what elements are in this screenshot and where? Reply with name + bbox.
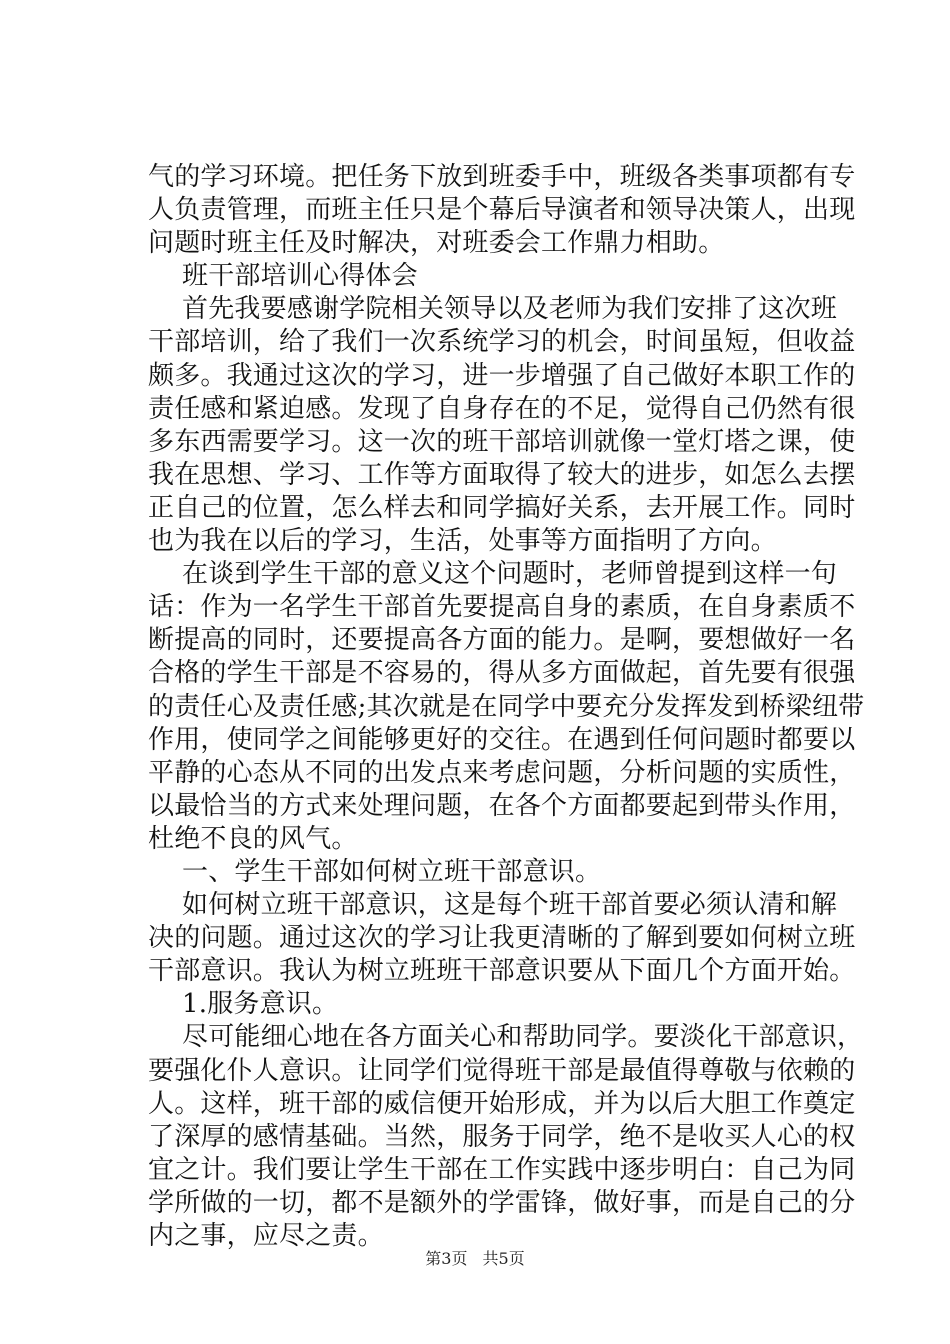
text-line: 如何树立班干部意识，这是每个班干部首要必须认清和解	[182, 890, 838, 921]
page-footer	[0, 1249, 950, 1269]
text-line: 学所做的一切，都不是额外的学雷锋，做好事，而是自己的分	[148, 1187, 856, 1218]
document-body	[148, 161, 865, 1253]
text-line: 了深厚的感情基础。当然，服务于同学，绝不是收买人心的权	[148, 1121, 856, 1152]
page-number: 第3页	[425, 1249, 468, 1268]
section-title: 班干部培训心得体会	[182, 261, 418, 292]
text-line: 宜之计。我们要让学生干部在工作实践中逐步明白：自己为同	[148, 1154, 856, 1185]
text-line: 合格的学生干部是不容易的，得从多方面做起，首先要有很强	[148, 658, 856, 689]
text-line: 平静的心态从不同的出发点来考虑问题，分析问题的实质性，	[148, 757, 856, 788]
text-line: 正自己的位置，怎么样去和同学搞好关系，去开展工作。同时	[148, 492, 856, 523]
text-line: 也为我在以后的学习，生活，处事等方面指明了方向。	[148, 526, 777, 557]
page-total: 共5页	[482, 1249, 525, 1268]
text-line: 话：作为一名学生干部首先要提高自身的素质，在自身素质不	[148, 592, 856, 623]
text-line: 以最恰当的方式来处理问题，在各个方面都要起到带头作用，	[148, 790, 856, 821]
subsection-heading: 1.服务意识。	[182, 989, 339, 1020]
text-line: 要强化仆人意识。让同学们觉得班干部是最值得尊敬与依赖的	[148, 1055, 856, 1086]
text-line: 杜绝不良的风气。	[148, 823, 358, 854]
text-line: 人。这样，班干部的威信便开始形成，并为以后大胆工作奠定	[148, 1088, 856, 1119]
text-line: 气的学习环境。把任务下放到班委手中，班级各类事项都有专	[148, 162, 856, 192]
text-line: 干部培训，给了我们一次系统学习的机会，时间虽短，但收益	[148, 327, 856, 358]
text-line: 颇多。我通过这次的学习，进一步增强了自己做好本职工作的	[148, 360, 856, 391]
text-line: 人负责管理，而班主任只是个幕后导演者和领导决策人，出现	[148, 195, 856, 226]
text-line: 的责任心及责任感;其次就是在同学中要充分发挥发到桥梁纽带	[148, 691, 865, 722]
text-line: 责任感和紧迫感。发现了自身存在的不足，觉得自己仍然有很	[148, 393, 856, 424]
text-line: 干部意识。我认为树立班班干部意识要从下面几个方面开始。	[148, 956, 856, 987]
text-line: 作用，使同学之间能够更好的交往。在遇到任何问题时都要以	[148, 724, 856, 755]
text-line: 在谈到学生干部的意义这个问题时，老师曾提到这样一句	[182, 559, 838, 590]
text-line: 决的问题。通过这次的学习让我更清晰的了解到要如何树立班	[148, 923, 856, 954]
text-line: 尽可能细心地在各方面关心和帮助同学。要淡化干部意识，	[182, 1022, 864, 1053]
section-heading: 一、学生干部如何树立班干部意识。	[182, 856, 602, 887]
text-line: 内之事，应尽之责。	[148, 1221, 384, 1251]
text-line: 首先我要感谢学院相关领导以及老师为我们安排了这次班	[182, 294, 838, 325]
text-line: 断提高的同时，还要提高各方面的能力。是啊，要想做好一名	[148, 625, 856, 656]
text-line: 问题时班主任及时解决，对班委会工作鼎力相助。	[148, 228, 725, 259]
text-line: 多东西需要学习。这一次的班干部培训就像一堂灯塔之课，使	[148, 426, 856, 457]
text-line: 我在思想、学习、工作等方面取得了较大的进步，如怎么去摆	[148, 459, 856, 490]
